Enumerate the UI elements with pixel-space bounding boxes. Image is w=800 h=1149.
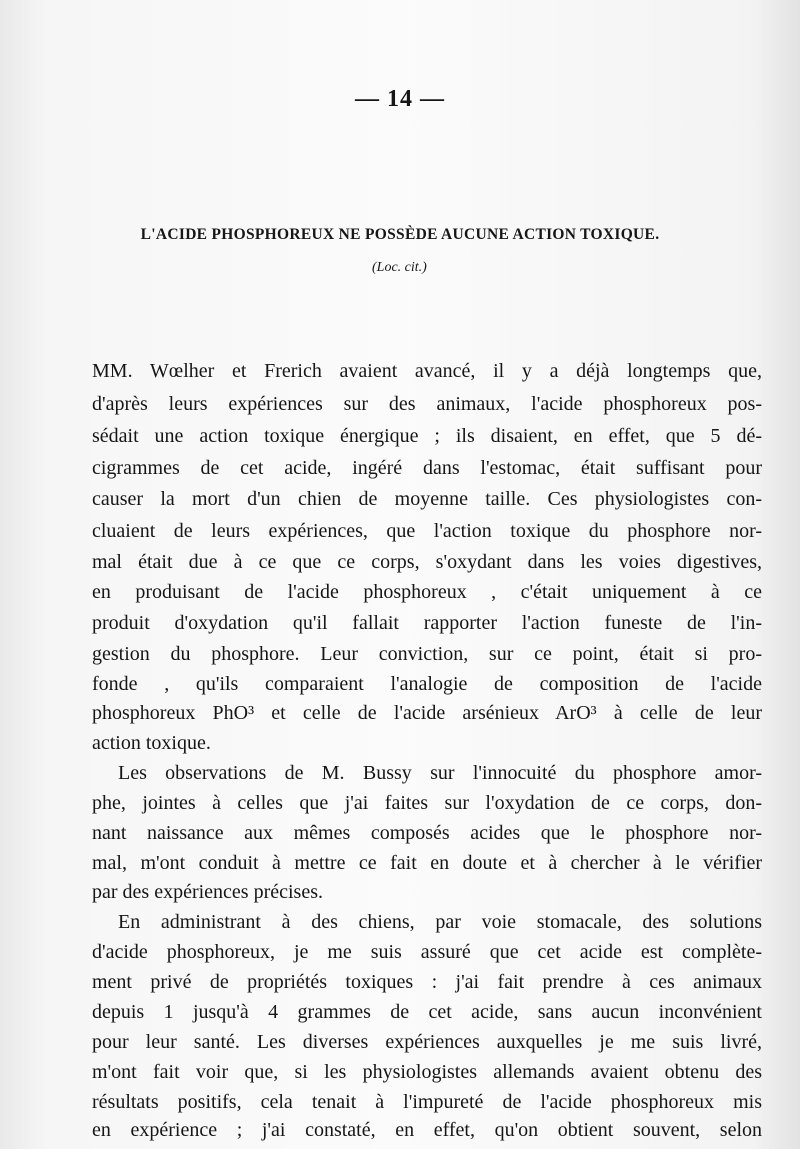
body-line: mal, m'ont conduit à mettre ce fait en doute et à chercher à le vérifier (92, 852, 762, 874)
body-line: causer la mort d'un chien de moyenne taille. Ces physiologistes con- (92, 488, 762, 510)
body-line: phosphoreux PhO³ et celle de l'acide arsénieux ArO³ à celle de leur (92, 702, 762, 724)
body-line: Les observations de M. Bussy sur l'innocuité du phosphore amor- (118, 762, 762, 784)
body-line: résultats positifs, cela tenait à l'impureté de l'acide phosphoreux mis (92, 1091, 762, 1113)
body-line: par des expériences précises. (92, 881, 323, 903)
body-line: en expérience ; j'ai constaté, en effet, qu'on obtient souvent, selon (92, 1119, 762, 1141)
body-line: ment privé de propriétés toxiques : j'ai fait prendre à ces animaux (92, 971, 762, 993)
body-line: cluaient de leurs expériences, que l'action toxique du phosphore nor- (92, 520, 762, 542)
body-line: En administrant à des chiens, par voie stomacale, des solutions (118, 911, 762, 933)
body-line: depuis 1 jusqu'à 4 grammes de cet acide, sans aucun inconvénient (92, 1001, 762, 1023)
body-line: MM. Wœlher et Frerich avaient avancé, il y a déjà longtemps que, (92, 360, 762, 382)
body-line: d'après leurs expériences sur des animaux, l'acide phosphoreux pos- (92, 393, 762, 415)
body-line: d'acide phosphoreux, je me suis assuré que cet acide est complète- (92, 941, 762, 963)
section-heading: L'ACIDE PHOSPHOREUX NE POSSÈDE AUCUNE ACTION TOXIQUE. (140, 226, 660, 243)
body-line: gestion du phosphore. Leur conviction, sur ce point, était si pro- (92, 643, 762, 665)
body-line: cigrammes de cet acide, ingéré dans l'estomac, était suffisant pour (92, 457, 762, 479)
body-line: pour leur santé. Les diverses expériences auxquelles je me suis livré, (92, 1031, 762, 1053)
body-line: fonde , qu'ils comparaient l'analogie de composition de l'acide (92, 673, 762, 695)
citation: (Loc. cit.) (372, 260, 427, 275)
body-line: action toxique. (92, 732, 211, 754)
body-line: mal était due à ce que ce corps, s'oxydant dans les voies digestives, (92, 551, 762, 573)
body-line: sédait une action toxique énergique ; ils disaient, en effet, que 5 dé- (92, 425, 762, 447)
body-line: phe, jointes à celles que j'ai faites sur l'oxydation de ce corps, don- (92, 792, 762, 814)
body-line: produit d'oxydation qu'il fallait rapporter l'action funeste de l'in- (92, 612, 762, 634)
page-number: — 14 — (355, 86, 445, 112)
body-line: m'ont fait voir que, si les physiologistes allemands avaient obtenu des (92, 1061, 762, 1083)
body-line: en produisant de l'acide phosphoreux , c'était uniquement à ce (92, 581, 762, 603)
body-line: nant naissance aux mêmes composés acides que le phosphore nor- (92, 822, 762, 844)
